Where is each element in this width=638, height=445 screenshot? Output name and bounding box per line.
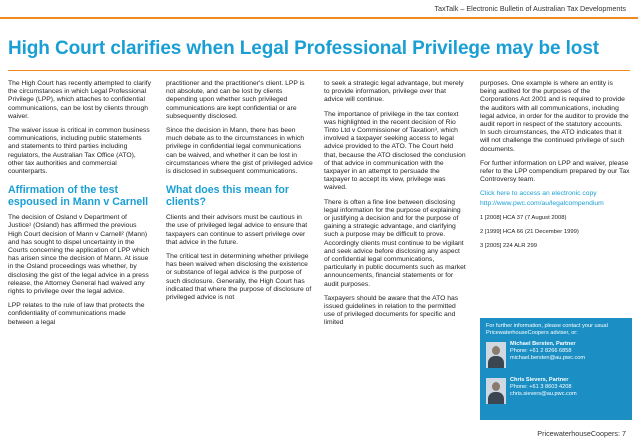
contact-email[interactable]: michael.bersten@au.pwc.com [510,355,586,361]
paragraph: LPP relates to the rule of law that protects the confidentiality of communications made between a legal [8,302,145,326]
avatar [486,342,506,368]
paragraph: Since the decision in Mann, there has been much debate as to the circumstances in which privilege in confidential legal communications can be waived, and whether it can be lost in circumstances where the gist of privileged advice is disclosed in subsequent communications. [166,127,313,176]
article-title: High Court clarifies when Legal Professional Privilege may be lost [8,38,600,59]
paragraph: There is often a fine line between disclosing legal information for the purpose of explaining or justifying a decision and for the purpose of gaining a strategic advantage, and clarifying such a purpose may be difficult to prove. Accordingly clients must continue to be vigilant and seek advice before disclosing any aspect of confidential legal communications, particularly in public documents such as market announcements, financial statements or for audit purposes. [324,198,466,288]
paragraph: For further information on LPP and waiver, please refer to the LPP compendium prepared by our Tax Controversy team. [480,159,630,184]
avatar [486,378,506,404]
paragraph: The decision of Osland v Department of Justice¹ (Osland) has affirmed the previous High Court decision of Mann v Carnell² (Mann) and has sought to dispel uncertainty in the Courts concerning the application of LPP which has arisen since the decision of Mann. At issue in the Osland proceedings was whether, by disclosing the gist of the legal advice in a press release, the Attorney General had waived any rights to privilege over the legal advice. [8,214,150,296]
compendium-link-url[interactable]: http://www.pwc.com/au/legalcompendium [480,199,604,207]
header-divider [0,17,638,19]
contact-name: Chris Sievers, Partner [510,377,569,383]
contact-email[interactable]: chris.sievers@au.pwc.com [510,391,577,397]
section-heading: Affirmation of the test espoused in Mann v Carnell [8,184,149,209]
paragraph: practitioner and the practitioner's client. LPP is not absolute, and can be lost by clients depending upon whether such privileged communications are kept confidential or are subsequently disclosed. [166,80,305,120]
paragraph: The High Court has recently attempted to clarify the circumstances in which Legal Professional Privilege (LPP), which attaches to confidential communications, can be lost by clients through waiver. [8,80,151,120]
paragraph: The importance of privilege in the tax context was highlighted in the recent decision of Rio Tinto Ltd v Commissioner of Taxation³, which involved a taxpayer seeking access to legal advice provided to the ATO. The Court held that, because the ATO disclosed the conclusion of that advice in communication with the taxpayer in an attempt to persuade the taxpayer to accept its view, privilege was waived. [324,110,466,192]
paragraph: The waiver issue is critical in common business communications, including public statements and statements to third parties including regulators, the Australian Tax Office (ATO), other tax authorities and commercial counterparts. [8,127,150,176]
column-4 [480,80,630,256]
bulletin-title: TaxTalk – Electronic Bulletin of Australian Tax Developments [434,4,626,13]
footnote-2: 2 [1999] HCA 66 (21 December 1999) [480,228,579,235]
contact-phone: Phone: +61 2 8266 6858 [510,348,572,354]
paragraph: to seek a strategic legal advantage, but merely to provide information, privilege over that advice will continue. [324,80,464,104]
paragraph: Clients and their advisors must be cautious in the use of privileged legal advice to ensure that taxpayers can continue to assert privilege over that advice in the future. [166,214,308,246]
column-2 [166,80,313,308]
page-header [0,0,638,20]
column-1 [8,80,151,333]
contact-name: Michael Bersten, Partner [510,341,576,347]
footnote-3: 3 [2005] 224 ALR 299 [480,242,537,249]
compendium-link-text[interactable]: Click here to access an electronic copy [480,190,597,198]
contact-phone: Phone: +61 3 8603 4208 [510,384,572,390]
column-3 [324,80,466,334]
page-footer: PricewaterhouseCoopers: 7 [537,429,626,438]
contact-intro: For further information, please contact your usual PricewaterhouseCoopers adviser, or: [486,323,608,336]
footnote-1: 1 [2008] HCA 37 (7 August 2008) [480,214,567,221]
contact-box [480,318,632,420]
contact-person [486,377,626,411]
paragraph: purposes. One example is where an entity is being audited for the purposes of the Corporations Act 2001 and is required to provide the auditors with all communications, including legal advice, in order for the auditor to provide the audit report in respect of the statutory accounts. In such circumstances, the ATO indicates that it will not challenge the continued privilege of such documents. [480,80,629,153]
paragraph: Taxpayers should be aware that the ATO has issued guidelines in relation to the permitted use of privileged documents for specific and limited [324,294,459,327]
contact-person [486,341,626,375]
section-heading: What does this mean for clients? [166,184,290,209]
paragraph: The critical test in determining whether privilege has been waived when disclosing the existence or substance of legal advice is the purpose of such disclosure. Generally, the High Court has indicated that where the purpose of disclosure of privileged advice is not [166,253,312,302]
title-divider [8,70,630,71]
